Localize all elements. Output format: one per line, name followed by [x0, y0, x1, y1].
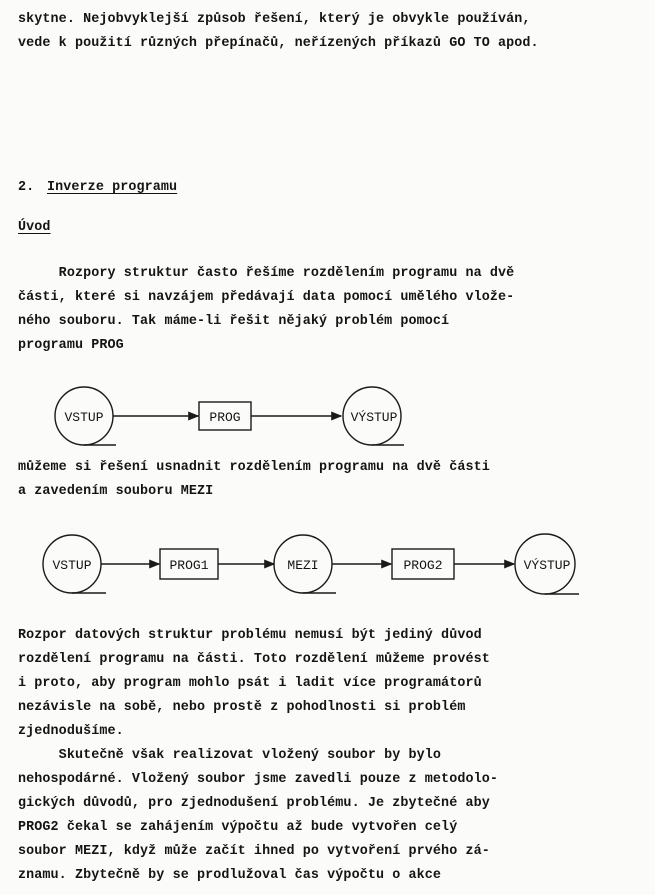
section-title: Inverze programu: [47, 180, 178, 195]
diagram1-output-label: VÝSTUP: [350, 410, 398, 425]
diagram2-intermediate-label: MEZI: [287, 558, 319, 573]
subheading: Úvod: [18, 220, 51, 235]
para1-line-2: části, které si navzájem předávají data pomocí umělého vlože-: [18, 290, 515, 305]
para4-line-6: znamu. Zbytečně by se prodlužoval čas výpočtu o akce: [18, 868, 442, 883]
diagram-2: [0, 528, 655, 608]
para2-line-2: a zavedením souboru MEZI: [18, 484, 214, 499]
para4-line-1: Skutečně však realizovat vložený soubor by bylo: [18, 748, 442, 763]
para3-line-4: nezávisle na sobě, nebo prostě z pohodlnosti si problém: [18, 700, 466, 715]
diagram2-intermediate-file: [274, 535, 336, 593]
diagram1-input-file: [55, 387, 116, 445]
para3-line-3: i proto, aby program mohlo psát i ladit více programátorů: [18, 676, 482, 691]
diagram2-process1-label: PROG1: [169, 558, 209, 573]
para2-line-1: můžeme si řešení usnadnit rozdělením programu na dvě části: [18, 460, 490, 475]
diagram1-process-label: PROG: [209, 410, 241, 425]
para3-line-1: Rozpor datových struktur problému nemusí být jediný důvod: [18, 628, 482, 643]
para1-line-3: ného souboru. Tak máme-li řešit nějaký problém pomocí: [18, 314, 450, 329]
diagram1-output-file: [343, 387, 404, 445]
diagram1-input-label: VSTUP: [64, 410, 104, 425]
para4-line-4: PROG2 čekal se zahájením výpočtu až bude vytvořen celý: [18, 820, 458, 835]
para3-line-5: zjednodušíme.: [18, 724, 124, 739]
para3-line-2: rozdělení programu na části. Toto rozdělení můžeme provést: [18, 652, 490, 667]
diagram2-input-label: VSTUP: [52, 558, 92, 573]
diagram2-process1-box: [160, 549, 218, 579]
intro-line-2: vede k použití různých přepínačů, neřízených příkazů GO TO apod.: [18, 36, 539, 51]
diagram2-process2-box: [392, 549, 454, 579]
section-number: 2.: [18, 180, 35, 195]
para4-line-5: soubor MEZI, když může začít ihned po vytvoření prvého zá-: [18, 844, 490, 859]
diagram-1: [0, 380, 655, 450]
intro-line-1: skytne. Nejobvyklejší způsob řešení, který je obvykle používán,: [18, 12, 531, 27]
para1-line-1: Rozpory struktur často řešíme rozdělením programu na dvě: [18, 266, 515, 281]
para4-line-2: nehospodárné. Vložený soubor jsme zavedli pouze z metodolo-: [18, 772, 499, 787]
diagram2-output-file: [515, 534, 579, 594]
diagram1-process-box: [199, 402, 251, 430]
para1-line-4: programu PROG: [18, 338, 124, 353]
diagram2-output-label: VÝSTUP: [523, 558, 571, 573]
para4-line-3: gických důvodů, pro zjednodušení problému. Je zbytečné aby: [18, 796, 490, 811]
diagram2-input-file: [43, 535, 106, 593]
diagram2-process2-label: PROG2: [403, 558, 443, 573]
